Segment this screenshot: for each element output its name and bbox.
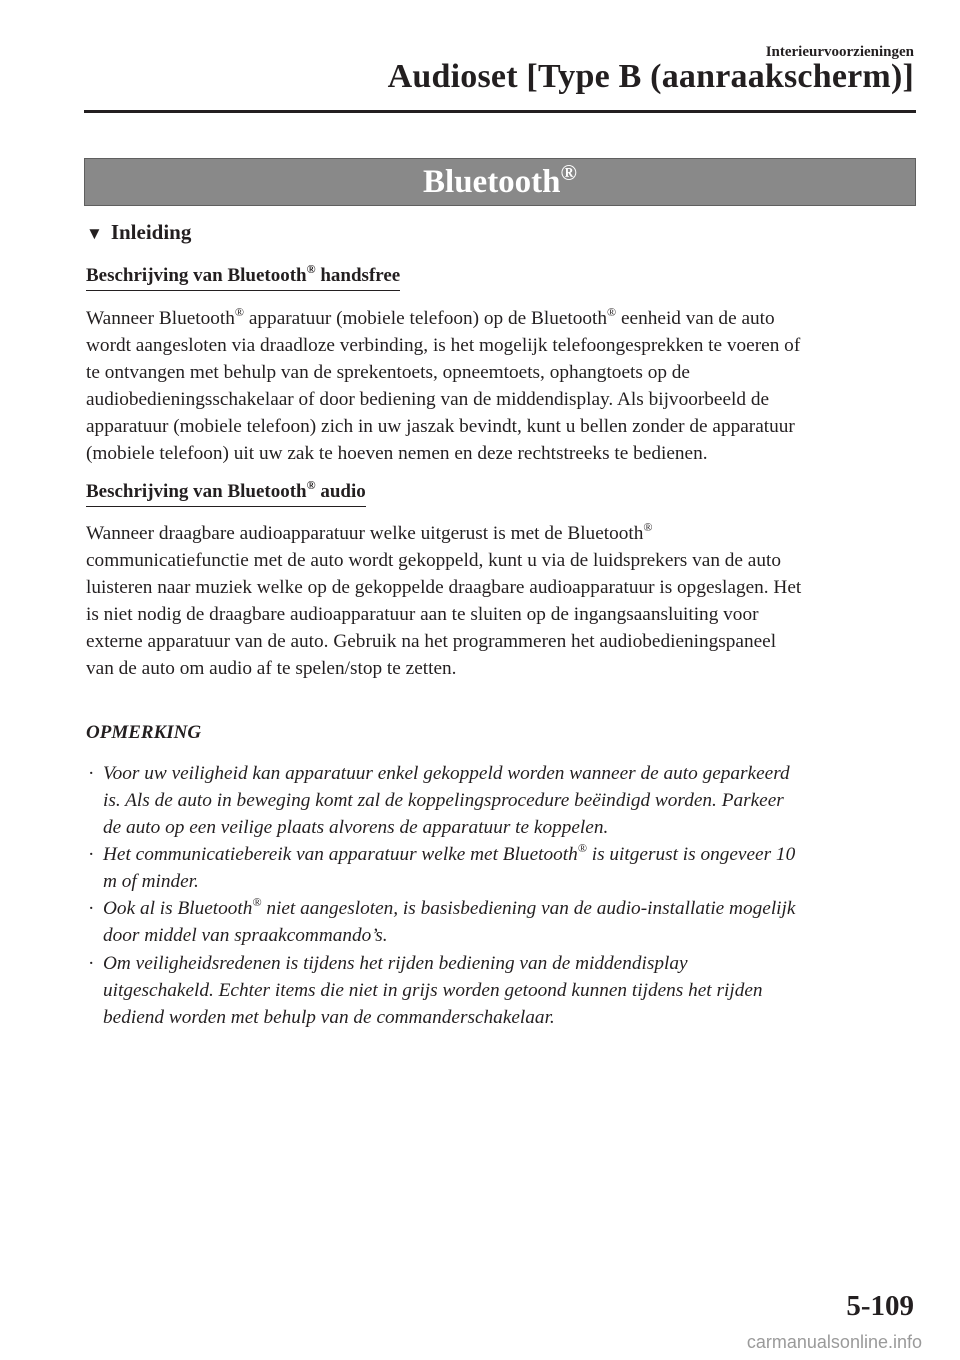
- paragraph-line: (mobiele telefoon) uit uw zak te hoeven nemen en deze rechtstreeks te bedienen.: [86, 443, 708, 464]
- topic-banner-title: Bluetooth®: [423, 159, 577, 200]
- bullet-icon: ·: [88, 763, 95, 784]
- paragraph-line: is niet nodig de draagbare audioapparatuur aan te sluiten op de ingangsaansluiting voor: [86, 604, 759, 625]
- note-item: [86, 841, 916, 895]
- section-title: Audioset [Type B (aanraakscherm)]: [387, 58, 914, 95]
- note-item: [86, 895, 916, 949]
- paragraph-line: van de auto om audio af te spelen/stop te zetten.: [86, 658, 457, 679]
- note-line: door middel van spraakcommando’s.: [103, 925, 388, 946]
- chapter-title: Interieurvoorzieningen: [765, 44, 914, 60]
- paragraph-line: luisteren naar muziek welke op de gekoppelde draagbare audioapparatuur is opgeslagen. Het: [86, 577, 802, 598]
- handsfree-paragraph: [86, 305, 918, 467]
- paragraph-line: Wanneer Bluetooth® apparatuur (mobiele telefoon) op de Bluetooth® eenheid van de auto: [86, 305, 775, 329]
- paragraph-line: wordt aangesloten via draadloze verbinding, is het mogelijk telefoongesprekken te voeren of: [86, 335, 801, 356]
- page-number: 5-109: [846, 1290, 914, 1322]
- paragraph-line: te ontvangen met behulp van de sprekentoets, opneemtoets, ophangtoets op de: [86, 362, 690, 383]
- paragraph-line: communicatiefunctie met de auto wordt gekoppeld, kunt u via de luidsprekers van de auto: [86, 550, 781, 571]
- paragraph-line: apparatuur (mobiele telefoon) zich in uw jaszak bevindt, kunt u bellen zonder de apparatuur: [86, 416, 795, 437]
- paragraph-line: externe apparatuur van de auto. Gebruik na het programmeren het audiobedieningspaneel: [86, 631, 777, 652]
- note-line: m of minder.: [103, 871, 199, 892]
- note-line: · Om veiligheidsredenen is tijdens het rijden bediening van de middendisplay: [86, 950, 916, 977]
- note-line: · Ook al is Bluetooth® niet aangesloten, is basisbediening van de audio-installatie mogelijk: [86, 895, 916, 922]
- audio-paragraph: [86, 520, 918, 682]
- handsfree-subheading: Beschrijving van Bluetooth® handsfree: [86, 265, 400, 291]
- note-line: is. Als de auto in beweging komt zal de koppelingsprocedure beëindigd worden. Parkeer: [103, 790, 784, 811]
- note-line: · Voor uw veiligheid kan apparatuur enkel gekoppeld worden wanneer de auto geparkeerd: [86, 760, 916, 787]
- intro-heading-text: Inleiding: [110, 220, 192, 244]
- note-label: OPMERKING: [86, 722, 202, 743]
- paragraph-line: Wanneer draagbare audioapparatuur welke uitgerust is met de Bluetooth®: [86, 520, 653, 544]
- audio-subheading: Beschrijving van Bluetooth® audio: [86, 481, 366, 507]
- note-line: de auto op een veilige plaats alvorens de apparatuur te koppelen.: [103, 817, 609, 838]
- triangle-marker-icon: ▼: [86, 224, 103, 243]
- note-item: [86, 950, 916, 1031]
- watermark: carmanualsonline.info: [746, 1332, 922, 1352]
- note-line: bediend worden met behulp van de commanderschakelaar.: [103, 1007, 555, 1028]
- header-rule: [84, 110, 916, 113]
- topic-banner: [84, 158, 916, 206]
- bullet-icon: ·: [88, 953, 95, 974]
- bullet-icon: ·: [88, 844, 95, 865]
- note-line: uitgeschakeld. Echter items die niet in grijs worden getoond kunnen tijdens het rijden: [103, 980, 763, 1001]
- intro-heading: [86, 220, 191, 245]
- bullet-icon: ·: [88, 898, 95, 919]
- note-item: [86, 760, 916, 841]
- paragraph-line: audiobedieningsschakelaar of door bediening van de middendisplay. Als bijvoorbeeld de: [86, 389, 770, 410]
- note-line: · Het communicatiebereik van apparatuur welke met Bluetooth® is uitgerust is ongeveer 10: [86, 841, 916, 868]
